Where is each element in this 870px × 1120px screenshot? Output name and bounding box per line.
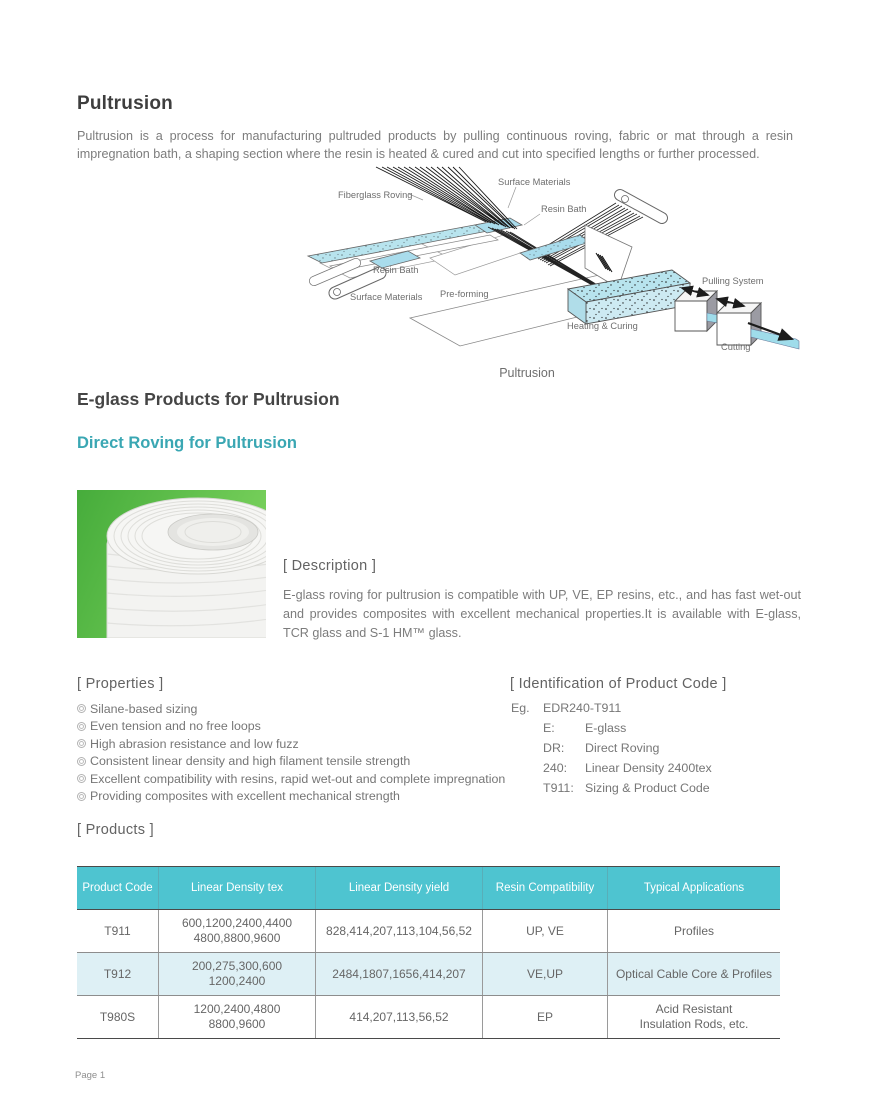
page-number: Page 1 xyxy=(75,1070,106,1081)
label-surface-materials-left: Surface Materials xyxy=(350,292,423,302)
property-text: Even tension and no free loops xyxy=(90,719,261,734)
tex-line: 1200,2400 xyxy=(208,974,266,988)
code-key: 240: xyxy=(543,761,568,775)
code-key: E: xyxy=(543,721,555,735)
products-table xyxy=(77,866,780,1039)
identification-items xyxy=(543,721,712,801)
description-body: E-glass roving for pultrusion is compatible with UP, VE, EP resins, etc., and has fast wet-out and provides composites with excellent mechanical properties.It is available with E-glass, TCR glass and S-1 HM™ glass. xyxy=(283,588,801,640)
label-resin-bath-left: Resin Bath xyxy=(373,265,419,275)
label-resin-bath-top: Resin Bath xyxy=(541,204,587,214)
roving-spool xyxy=(107,498,266,638)
double-circle-bullet-icon xyxy=(77,757,86,766)
properties-list xyxy=(77,700,505,805)
puller-block-1 xyxy=(675,291,717,331)
products-title: [ Products ] xyxy=(77,822,154,838)
cell-linear-density-tex xyxy=(159,953,316,995)
cell-resin-compatibility: VE,UP xyxy=(483,953,608,995)
label-pulling-system: Pulling System xyxy=(702,276,764,286)
code-key: T911: xyxy=(543,781,574,795)
code-value: E-glass xyxy=(585,721,627,735)
identification-row xyxy=(543,761,712,781)
cell-linear-density-tex xyxy=(159,996,316,1038)
tex-line: 200,275,300,600 xyxy=(191,959,283,973)
app-line: Insulation Rods, etc. xyxy=(639,1017,749,1031)
cell-product-code: T980S xyxy=(77,996,159,1038)
code-value: Direct Roving xyxy=(585,741,660,755)
double-circle-bullet-icon xyxy=(77,774,86,783)
property-text: Consistent linear density and high filament tensile strength xyxy=(90,754,411,769)
property-item xyxy=(77,735,505,753)
cell-product-code: T911 xyxy=(77,910,159,952)
property-text: High abrasion resistance and low fuzz xyxy=(90,736,299,751)
property-item xyxy=(77,770,505,788)
tex-line: 1200,2400,4800 xyxy=(193,1002,281,1016)
app-line: Optical Cable Core & Profiles xyxy=(615,966,773,981)
code-key: DR: xyxy=(543,741,565,755)
eg-label: Eg. xyxy=(511,701,530,715)
eg-value: EDR240-T911 xyxy=(543,701,622,715)
property-text: Silane-based sizing xyxy=(90,701,198,716)
property-item xyxy=(77,788,505,806)
app-line: Acid Resistant xyxy=(655,1002,733,1016)
identification-row xyxy=(543,741,712,761)
property-text: Excellent compatibility with resins, rapid wet-out and complete impregnation xyxy=(90,771,506,786)
tex-line: 4800,8800,9600 xyxy=(193,931,281,945)
double-circle-bullet-icon xyxy=(77,739,86,748)
diagram-caption: Pultrusion xyxy=(499,366,555,380)
puller-block-2 xyxy=(717,303,761,345)
cell-typical-applications xyxy=(608,910,780,952)
cell-typical-applications xyxy=(608,996,780,1038)
identification-title: [ Identification of Product Code ] xyxy=(510,676,727,692)
table-header-row xyxy=(77,867,780,910)
description-title: [ Description ] xyxy=(283,558,377,574)
cell-linear-density-yield: 2484,1807,1656,414,207 xyxy=(316,953,483,995)
column-header: Linear Density tex xyxy=(159,867,316,909)
table-row xyxy=(77,953,780,996)
label-surface-materials-top: Surface Materials xyxy=(498,177,571,187)
column-header: Product Code xyxy=(77,867,159,909)
cell-typical-applications xyxy=(608,953,780,995)
cell-linear-density-yield: 828,414,207,113,104,56,52 xyxy=(316,910,483,952)
cell-linear-density-yield: 414,207,113,56,52 xyxy=(316,996,483,1038)
cell-resin-compatibility: EP xyxy=(483,996,608,1038)
column-header: Resin Compatibility xyxy=(483,867,608,909)
pultrusion-process-diagram xyxy=(280,163,800,368)
column-header: Linear Density yield xyxy=(316,867,483,909)
identification-row xyxy=(543,781,712,801)
section-heading-direct-roving: Direct Roving for Pultrusion xyxy=(77,434,298,452)
code-value: Linear Density 2400tex xyxy=(585,761,712,775)
label-pre-forming: Pre-forming xyxy=(440,289,489,299)
label-cutting: Cutting xyxy=(721,342,751,352)
app-line: Profiles xyxy=(673,923,714,938)
tex-line: 8800,9600 xyxy=(208,1017,266,1031)
section-heading-eglass-products: E-glass Products for Pultrusion xyxy=(77,389,340,409)
property-item xyxy=(77,700,505,718)
intro-paragraph: Pultrusion is a process for manufacturing pultruded products by pulling continuous roving, fabric or mat through a resin impregnation bath, a shaping section where the resin is heated & cured and cut into specified lengths or further processed. xyxy=(77,129,793,161)
tex-line: 600,1200,2400,4400 xyxy=(181,916,293,930)
property-text: Providing composites with excellent mechanical strength xyxy=(90,789,400,804)
surface-material-roller-top xyxy=(620,195,662,218)
cell-linear-density-tex xyxy=(159,910,316,952)
properties-title: [ Properties ] xyxy=(77,676,164,692)
column-header: Typical Applications xyxy=(643,881,745,894)
double-circle-bullet-icon xyxy=(77,704,86,713)
property-item xyxy=(77,753,505,771)
label-heating-curing: Heating & Curing xyxy=(567,321,638,331)
identification-example xyxy=(511,701,622,715)
table-row xyxy=(77,996,780,1039)
double-circle-bullet-icon xyxy=(77,722,86,731)
double-circle-bullet-icon xyxy=(77,792,86,801)
label-fiberglass-roving: Fiberglass Roving xyxy=(338,190,413,200)
table-row xyxy=(77,910,780,953)
cell-resin-compatibility: UP, VE xyxy=(483,910,608,952)
code-value: Sizing & Product Code xyxy=(585,781,710,795)
identification-row xyxy=(543,721,712,741)
cell-product-code: T912 xyxy=(77,953,159,995)
roving-spool-photo xyxy=(77,490,266,638)
page-title: Pultrusion xyxy=(77,93,173,114)
property-item xyxy=(77,718,505,736)
